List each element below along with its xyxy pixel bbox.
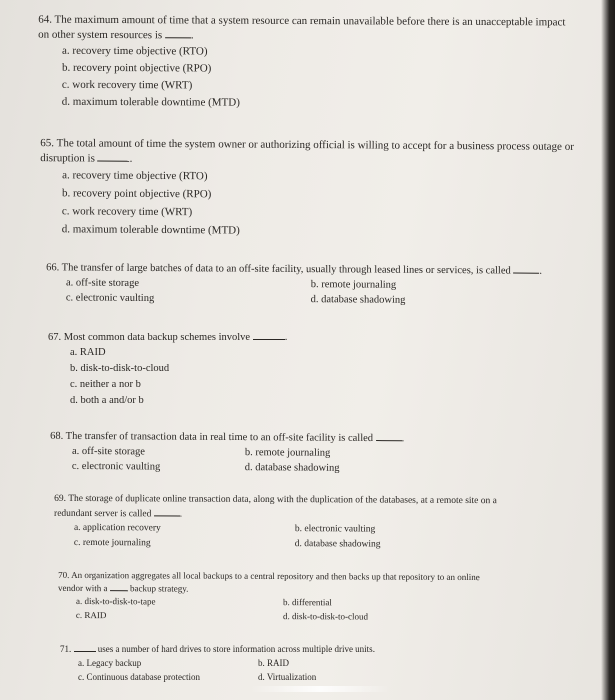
option-d[interactable]: d. database shadowing [310, 294, 406, 306]
option-d[interactable]: d. Virtualization [258, 672, 317, 682]
question-stem-continued: on other system resources is . [38, 28, 194, 42]
option-b[interactable]: b. electronic vaulting [294, 524, 376, 535]
option-b[interactable]: b. recovery point objective (RPO) [61, 187, 212, 201]
question-stem-continued: disruption is . [40, 152, 133, 165]
answer-blank [74, 642, 96, 652]
option-a[interactable]: a. disk-to-disk-to-tape [75, 595, 156, 607]
option-d[interactable]: d. database shadowing [244, 462, 340, 474]
option-d[interactable]: d. database shadowing [294, 539, 381, 550]
option-c[interactable]: c. remote journaling [73, 537, 151, 549]
answer-blank [376, 431, 402, 441]
option-a[interactable]: a. recovery time objective (RTO) [62, 44, 208, 58]
option-d[interactable]: d. both a and/or b [70, 395, 144, 406]
option-c[interactable]: c. work recovery time (WRT) [61, 205, 193, 219]
question-stem: 71. uses a number of hard drives to store information across multiple drive units. [60, 644, 375, 654]
option-b[interactable]: b. disk-to-disk-to-cloud [70, 363, 170, 374]
question-stem: 65. The total amount of time the system owner or authorizing official is willing to accept for a business process outage or [40, 137, 574, 153]
option-c[interactable]: c. Continuous database protection [78, 672, 200, 682]
option-a[interactable]: a. off-site storage [71, 445, 146, 458]
question-stem-continued: vendor with a backup strategy. [58, 582, 189, 594]
screen-glare [250, 686, 390, 692]
question-stem-continued: redundant server is called . [54, 506, 497, 523]
option-c[interactable]: c. work recovery time (WRT) [61, 78, 193, 92]
question-stem: 67. Most common data backup schemes involve . [48, 332, 288, 343]
question-69 [54, 493, 497, 553]
question-67 [48, 330, 287, 409]
option-a[interactable]: a. application recovery [73, 522, 161, 534]
option-b[interactable]: b. differential [283, 597, 332, 608]
option-c[interactable]: c. electronic vaulting [71, 460, 161, 473]
option-a[interactable]: a. RAID [70, 347, 106, 358]
answer-blank [154, 506, 180, 516]
question-stem: 66. The transfer of large batches of data to an off-site facility, usually through leased lines or services, is called . [46, 262, 543, 277]
question-stem: 64. The maximum amount of time that a system resource can remain unavailable before there is an unacceptable impact [38, 13, 566, 29]
option-c[interactable]: c. neither a nor b [70, 379, 141, 390]
option-d[interactable]: d. maximum tolerable downtime (MTD) [61, 223, 240, 237]
option-b[interactable]: b. RAID [258, 658, 289, 668]
answer-blank [110, 581, 128, 591]
option-b[interactable]: b. remote journaling [244, 447, 331, 459]
question-stem: 70. An organization aggregates all local backups to a central repository and then backs up that repository to an online [58, 569, 480, 583]
question-stem: 69. The storage of duplicate online transaction data, along with the duplication of the databases, at a remote site on a [54, 493, 497, 507]
option-c[interactable]: c. RAID [75, 609, 107, 621]
screen-edge-shadow [601, 0, 615, 700]
option-a[interactable]: a. recovery time objective (RTO) [62, 169, 208, 183]
question-65 [40, 136, 574, 242]
option-d[interactable]: d. disk-to-disk-to-cloud [282, 611, 369, 622]
option-d[interactable]: d. maximum tolerable downtime (MTD) [61, 95, 240, 109]
option-a[interactable]: a. off-site storage [65, 277, 140, 289]
option-b[interactable]: b. recovery point objective (RPO) [61, 61, 212, 75]
answer-blank [513, 264, 539, 274]
option-b[interactable]: b. remote journaling [310, 279, 397, 291]
answer-blank [253, 330, 285, 340]
answer-blank [165, 28, 191, 38]
option-c[interactable]: c. electronic vaulting [65, 292, 155, 305]
question-66 [46, 260, 542, 308]
question-stem: 68. The transfer of transaction data in real time to an off-site facility is called . [50, 430, 405, 445]
option-a[interactable]: a. Legacy backup [78, 658, 142, 668]
answer-blank [98, 152, 130, 162]
question-64 [38, 13, 566, 114]
question-70 [58, 569, 480, 624]
question-68 [50, 429, 405, 476]
question-71 [60, 642, 375, 684]
